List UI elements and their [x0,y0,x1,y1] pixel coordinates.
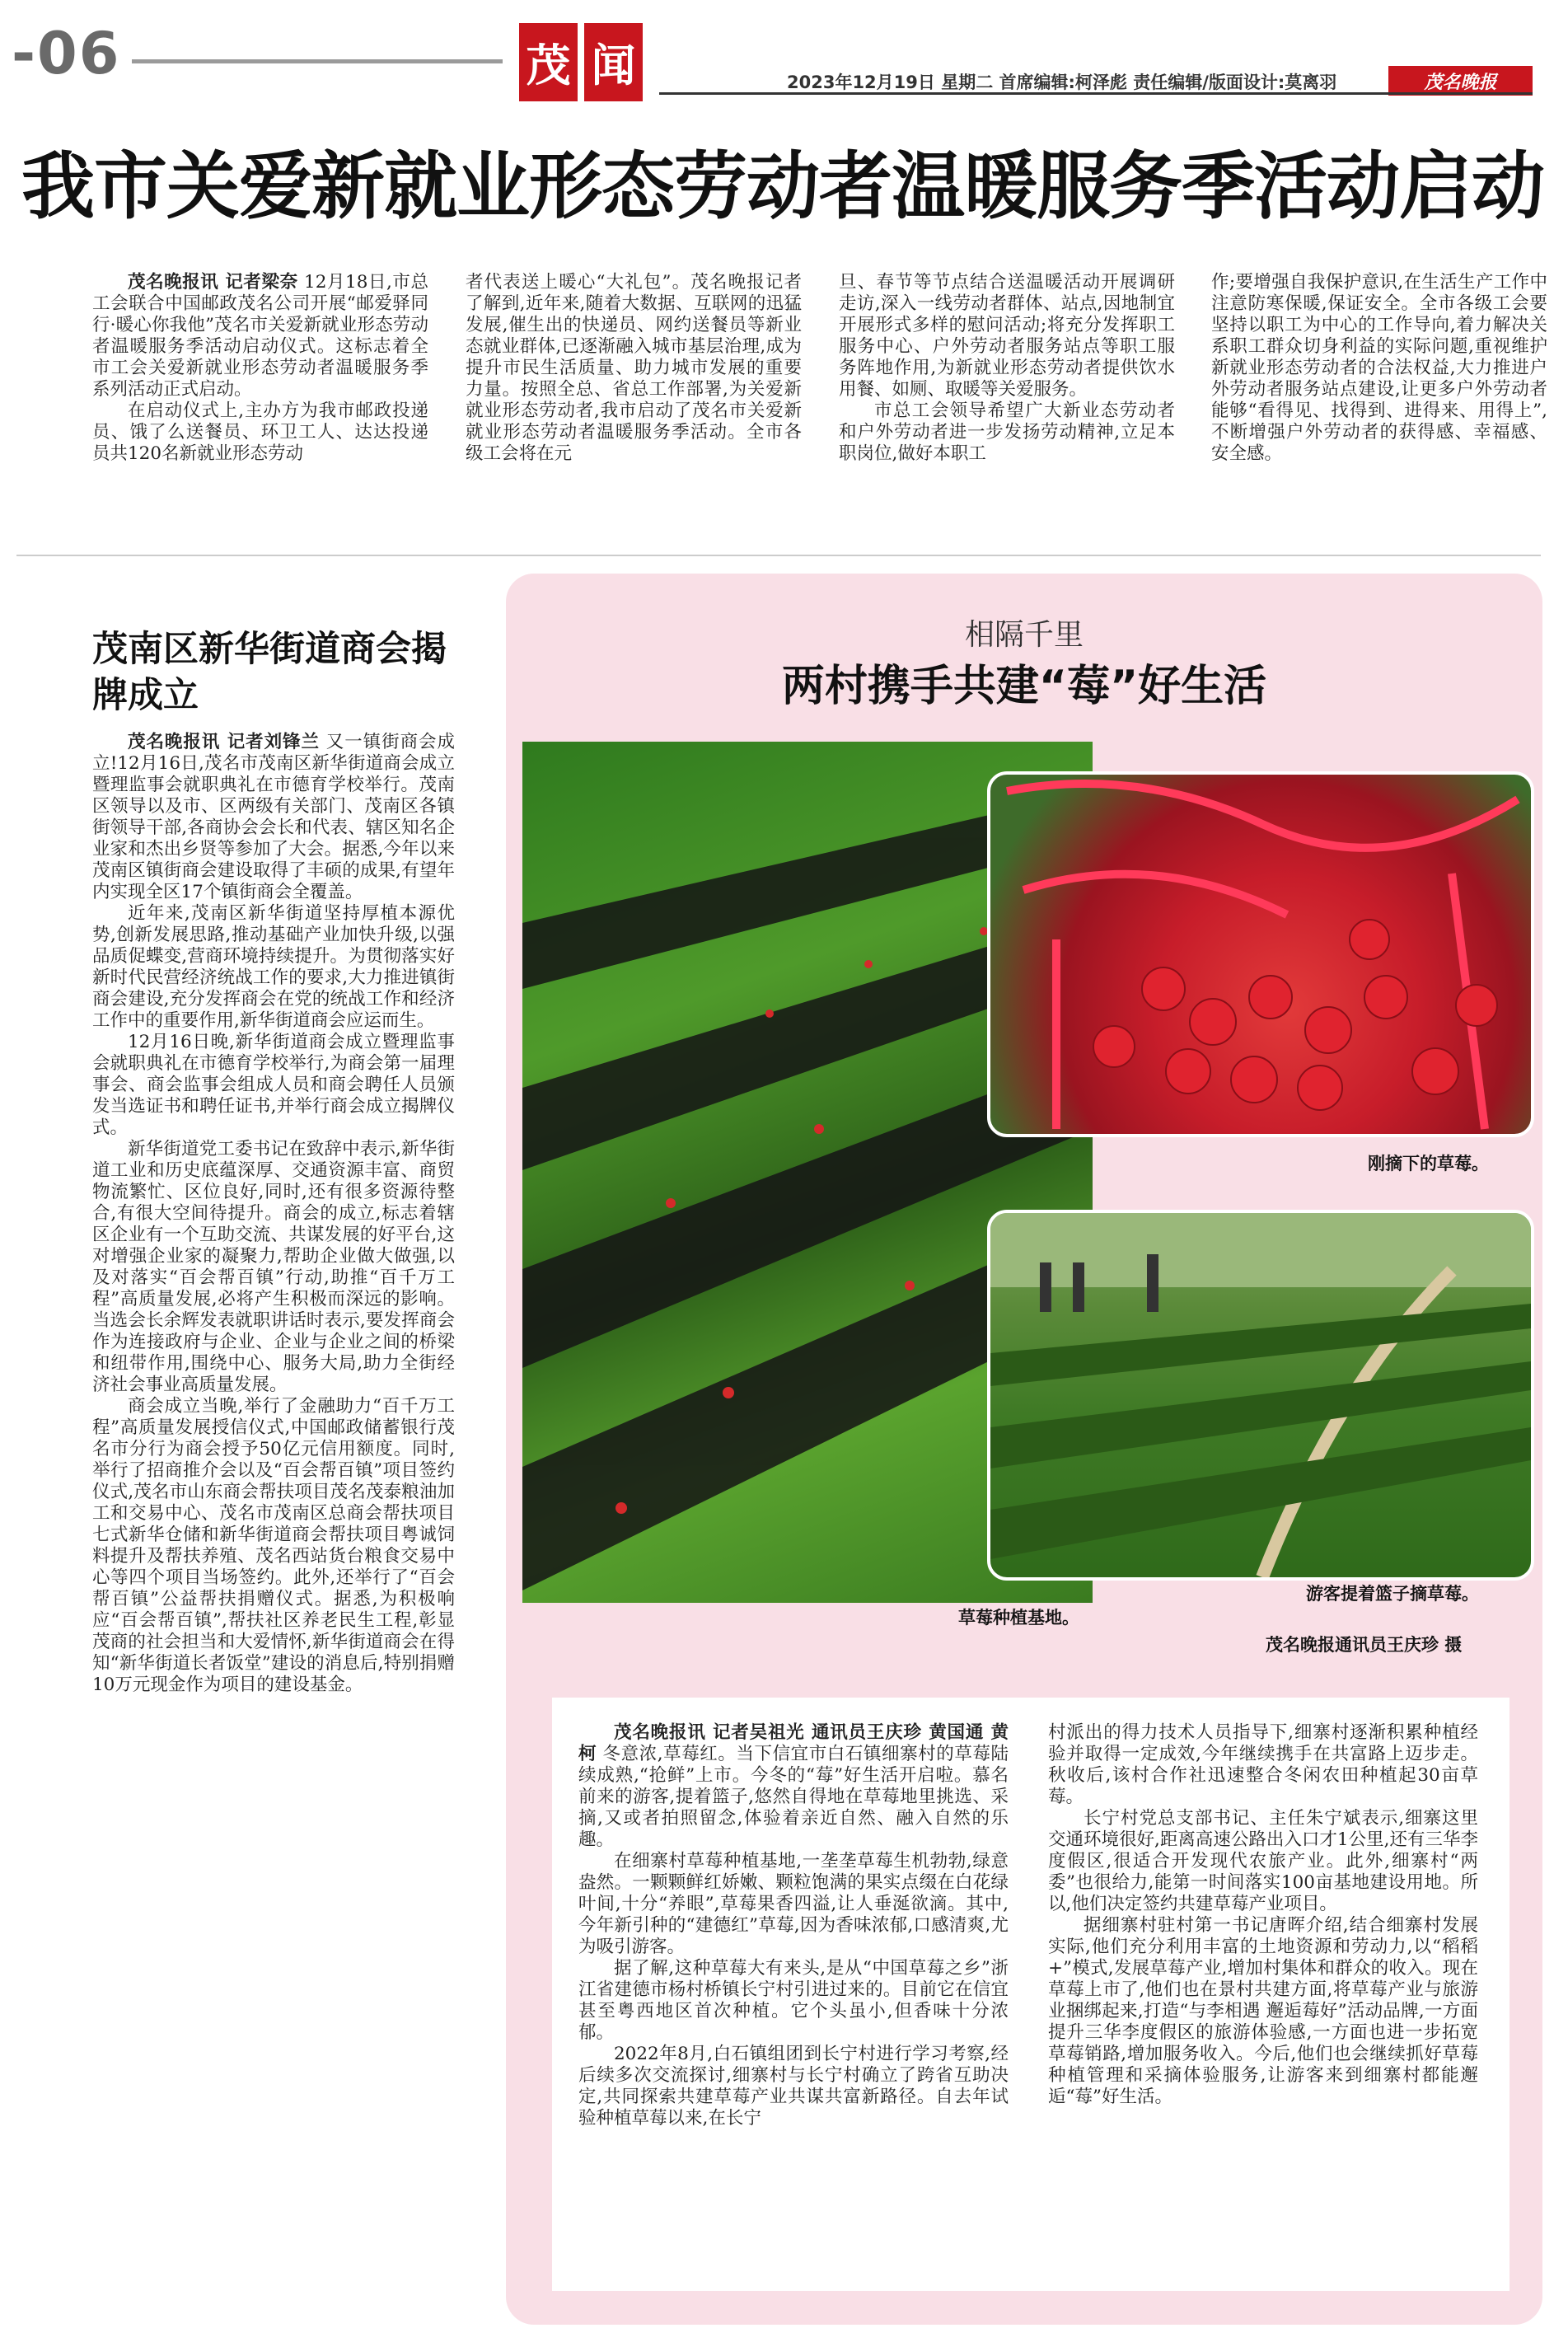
main-headline: 我市关爱新就业形态劳动者温暖服务季活动启动 [21,143,1544,229]
section-char-2: 闻 [584,23,643,101]
para-text: 12月18日,市总工会联合中国邮政茂名公司开展“邮爱驿同行·暖心你我他”茂名市关爱新就业形态劳动者温暖服务季活动启动仪式。这标志着全市工会关爱新就业形态劳动者温暖服务季系列活动正式启动。 [92,272,428,400]
paragraph [578,1722,1009,1851]
para-text: 又一镇街商会成立!12月16日,茂名市茂南区新华街道商会成立暨理监事会就职典礼在市德育学校举行。茂南区领导以及市、区两级有关部门、茂南区各镇街领导干部,各商协会会长和代表、辖区知名企业家和杰出乡贤等参加了大会。据悉,今年以来茂南区镇街商会建设取得了丰硕的成果,有望年内实现全区17个镇街商会全覆盖。 [92,732,455,902]
photo-credit: 茂名晚报通讯员王庆珍 摄 [1266,1635,1463,1655]
feature-kicker: 相隔千里 [964,618,1084,652]
caption-picking: 游客提着篮子摘草莓。 [1306,1584,1479,1604]
main-col-3 [839,272,1175,536]
paragraph: 商会成立当晚,举行了金融助力“百千万工程”高质量发展授信仪式,中国邮政储蓄银行茂名市分行为商会授予50亿元信用额度。同时,举行了招商推介会以及“百会帮百镇”项目签约仪式,茂名市山东商会帮扶项目茂名茂泰粮油加工和交易中心、茂名市茂南区总商会帮扶项目七式新华仓储和新华街道商会帮扶项目粤诚饲料提升及帮扶养殖、茂名西站货台粮食交易中心等四个项目当场签约。此外,还举行了“百会帮百镇”公益帮扶捐赠仪式。据悉,为积极响应“百会帮百镇”,帮扶社区养老民生工程,彰显茂商的社会担当和大爱情怀,新华街道商会在得知“新华街道长者饭堂”建设的消息后,特别捐赠10万元现金作为项目的建设基金。 [92,1396,455,1695]
side-col [92,732,455,2273]
header-rule [132,59,503,63]
paragraph: 市总工会领导希望广大新业态劳动者和户外劳动者进一步发扬劳动精神,立足本职岗位,做好本职工 [839,400,1175,464]
paragraph: 长宁村党总支部书记、主任朱宁斌表示,细寨这里交通环境很好,距离高速公路出入口才1公里,还有三华李度假区,很适合开发现代农旅产业。此外,细寨村“两委”也很给力,能第一时间落实100亩基地建设用地。所以,他们决定签约共建草莓产业项目。 [1048,1808,1478,1914]
paragraph: 2022年8月,白石镇组团到长宁村进行学习考察,经后续多次交流探讨,细寨村与长宁村确立了跨省互助决定,共同探索共建草莓产业共谋共富新路径。自去年试验种植草莓以来,在长宁 [578,2044,1009,2129]
paragraph: 12月16日晚,新华街道商会成立暨理监事会就职典礼在市德育学校举行,为商会第一届理事会、商会监事会组成人员和商会聘任人员颁发当选证书和聘任证书,并举行商会成立揭牌仪式。 [92,1032,455,1138]
header-meta: 2023年12月19日 星期二 首席编辑:柯泽彪 责任编辑/版面设计:莫离羽 [787,73,1337,92]
feature-headline: 两村携手共建“莓”好生活 [781,662,1267,711]
main-col-4 [1211,272,1547,536]
newspaper-logo: 茂名晚报 [1388,66,1533,96]
byline: 茂名晚报讯 记者梁奈 [128,272,298,293]
caption-field: 草莓种植基地。 [958,1608,1079,1628]
paragraph [92,732,455,903]
paragraph: 在细寨村草莓种植基地,一垄垄草莓生机勃勃,绿意盎然。一颗颗鲜红娇嫩、颗粒饱满的果实点缀在白花绿叶间,十分“养眼”,草莓果香四溢,让人垂涎欲滴。其中,今年新引种的“建德红”草莓,因为香味浓郁,口感清爽,尤为吸引游客。 [578,1851,1009,1957]
paragraph: 新华街道党工委书记在致辞中表示,新华街道工业和历史底蕴深厚、交通资源丰富、商贸物流繁忙、区位良好,同时,还有很多资源待整合,有很大空间待提升。商会的成立,标志着辖区企业有一个互助交流、共谋发展的好平台,这对增强企业家的凝聚力,帮助企业做大做强,以及对落实“百会帮百镇”行动,助推“百千万工程”高质量发展,必将产生积极而深远的影响。当选会长余辉发表就职讲话时表示,要发挥商会作为连接政府与企业、企业与企业之间的桥梁和纽带作用,围绕中心、服务大局,助力全街经济社会事业高质量发展。 [92,1139,455,1395]
paragraph: 近年来,茂南区新华街道坚持厚植本源优势,创新发展思路,推动基础产业加快升级,以强品质促蝶变,营商环境持续提升。为贯彻落实好新时代民营经济统战工作的要求,大力推进镇街商会建设,充分发挥商会在党的统战工作和经济工作中的重要作用,新华街道商会应运而生。 [92,903,455,1031]
paragraph: 作;要增强自我保护意识,在生活生产工作中注意防寒保暖,保证安全。全市各级工会要坚持以职工为中心的工作导向,着力解决关系职工群众切身利益的实际问题,重视维护新就业形态劳动者的合法权益,大力推进户外劳动者服务站点建设,让更多户外劳动者能够“看得见、找得到、进得来、用得上”,不断增强户外劳动者的获得感、幸福感、安全感。 [1211,272,1547,464]
side-headline: 茂南区新华街道商会揭牌成立 [92,629,447,716]
page-number: -06 [12,20,121,87]
feature-col-2 [1048,1722,1478,2274]
main-col-1 [92,272,428,536]
byline: 茂名晚报讯 记者吴祖光 通讯员王庆珍 黄国通 黄柯 [578,1722,1009,1764]
picked-strawberries-photo [987,771,1534,1137]
section-divider [16,555,1541,556]
paragraph: 据细寨村驻村第一书记唐晖介绍,结合细寨村发展实际,他们充分利用丰富的土地资源和劳动力,以“稻稻+”模式,发展草莓产业,增加村集体和群众的收入。现在草莓上市了,他们也在景村共建方面,将草莓产业与旅游业捆绑起来,打造“与李相遇 邂逅莓好”活动品牌,一方面提升三华李度假区的旅游体验感,一方面也进一步拓宽草莓销路,增加服务收入。今后,他们也会继续抓好草莓种植管理和采摘体验服务,让游客来到细寨村都能邂逅“莓”好生活。 [1048,1915,1478,2107]
paragraph: 在启动仪式上,主办方为我市邮政投递员、饿了么送餐员、环卫工人、达达投递员共120名新就业形态劳动 [92,400,428,464]
paragraph [92,272,428,400]
paragraph: 据了解,这种草莓大有来头,是从“中国草莓之乡”浙江省建德市杨村桥镇长宁村引进过来的。目前它在信宜甚至粤西地区首次种植。它个头虽小,但香味十分浓郁。 [578,1958,1009,2043]
caption-strawberries: 刚摘下的草莓。 [1368,1154,1489,1173]
paragraph: 旦、春节等节点结合送温暖活动开展调研走访,深入一线劳动者群体、站点,因地制宜开展形式多样的慰问活动;将充分发挥职工服务中心、户外劳动者服务站点等职工服务阵地作用,为新就业形态劳动者提供饮水用餐、如厕、取暖等关爱服务。 [839,272,1175,400]
header-line [659,92,1533,95]
byline: 茂名晚报讯 记者刘锋兰 [128,732,320,752]
para-text: 冬意浓,草莓红。当下信宜市白石镇细寨村的草莓陆续成熟,“抢鲜”上市。今冬的“莓”好生活开启啦。慕名前来的游客,提着篮子,悠然自得地在草莓地里挑选、采摘,又或者拍照留念,体验着亲近自然、融入自然的乐趣。 [578,1744,1009,1850]
main-col-2 [466,272,802,536]
tourists-picking-photo [987,1210,1534,1581]
section-label [519,23,643,101]
paragraph: 村派出的得力技术人员指导下,细寨村逐渐积累种植经验并取得一定成效,今年继续携手在共富路上迈步走。秋收后,该村合作社迅速整合冬闲农田种植起30亩草莓。 [1048,1722,1478,1807]
section-char-1: 茂 [519,23,578,101]
feature-col-1 [578,1722,1009,2274]
paragraph: 者代表送上暖心“大礼包”。茂名晚报记者了解到,近年来,随着大数据、互联网的迅猛发展,催生出的快递员、网约送餐员等新业态就业群体,已逐渐融入城市基层治理,成为提升市民生活质量、助力城市发展的重要力量。按照全总、省总工作部署,为关爱新就业形态劳动者,我市启动了茂名市关爱新就业形态劳动者温暖服务季活动。全市各级工会将在元 [466,272,802,464]
